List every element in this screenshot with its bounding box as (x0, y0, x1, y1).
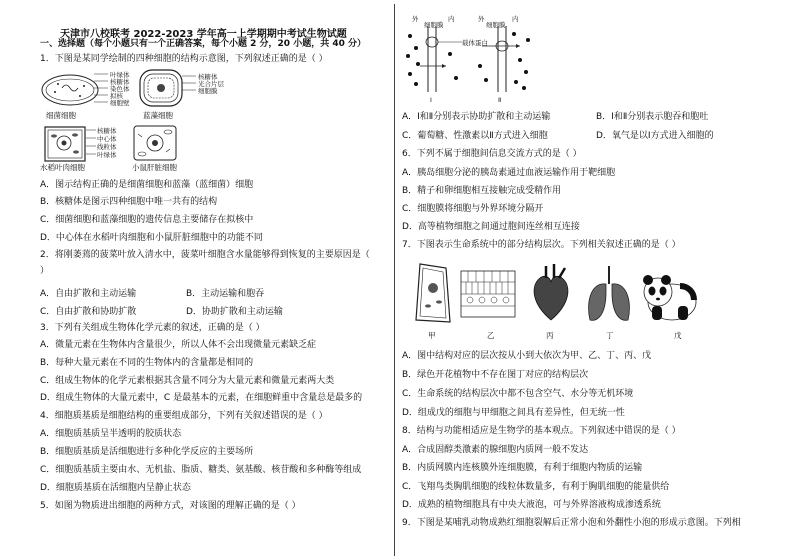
cyanobacteria-cell-drawing (138, 68, 184, 108)
label-outside: 外 (412, 15, 419, 23)
caption-jia: 甲 (428, 331, 436, 340)
question-7: 7．下图表示生命系统中的部分结构层次。下列相关叙述正确的是（ ） (402, 240, 681, 250)
label-inside-2: 内 (512, 15, 519, 23)
label-leaders-right (182, 74, 198, 94)
label-leaders-left (94, 72, 110, 106)
caption-bacteria: 细菌细胞 (46, 111, 76, 120)
q5-option-a: A．Ⅰ和Ⅱ分别表示协助扩散和主动运输 (402, 112, 551, 122)
label-centrosome: 中心体 (97, 135, 117, 143)
q3-option-b: B．每种大量元素在不同的生物体内的含量都是相同的 (40, 358, 254, 368)
q4-option-b: B．细胞质基质是活细胞进行多种化学反应的主要场所 (40, 447, 254, 457)
label-ribosome-3: 核糖体 (97, 127, 117, 135)
q2-option-c: C．自由扩散和协助扩散 (40, 307, 137, 317)
q7-option-c: C．生命系统的结构层次中都不包含空气、水分等无机环境 (402, 389, 634, 399)
label-mode-1: Ⅰ (430, 96, 432, 104)
q6-option-b: B．精子和卵细胞相互接触完成受精作用 (402, 186, 562, 196)
label-chloroplast: 叶绿体 (110, 71, 130, 79)
section-header: 一、选择题（每个小题只有一个正确答案，每个小题 2 分，20 小题，共 40 分） (40, 39, 366, 49)
panda-organism-drawing (640, 272, 698, 322)
bacteria-cell-drawing (40, 70, 100, 108)
mouse-liver-cell-drawing (132, 124, 178, 162)
label-ribosome: 核糖体 (110, 78, 130, 86)
q7-option-b: B．绿色开花植物中不存在图丁对应的结构层次 (402, 370, 589, 380)
q1-option-a: A．图示结构正确的是细菌细胞和蓝藻（蓝细菌）细胞 (40, 180, 254, 190)
question-2-close: ） (40, 266, 50, 276)
q8-option-c: C．飞翔鸟类胸肌细胞的线粒体数量多，有利于胸肌细胞的能量供给 (402, 482, 670, 492)
label-cell-membrane: 细胞膜 (198, 87, 218, 95)
label-mitochondria: 线粒体 (97, 143, 117, 151)
label-cell-wall: 细胞壁 (110, 99, 130, 107)
caption-wu: 戊 (674, 331, 682, 340)
q3-option-c: C．组成生物体的化学元素根据其含量不同分为大量元素和微量元素两大类 (40, 376, 335, 386)
question-5: 5．如图为物质进出细胞的两种方式，对该图的理解正确的是（ ） (40, 501, 301, 511)
q7-option-a: A．图中结构对应的层次按从小到大依次为甲、乙、丁、丙、戊 (402, 351, 652, 361)
q1-option-c: C．细菌细胞和蓝藻细胞的遗传信息主要储存在拟核中 (40, 215, 254, 225)
label-chloroplast-2: 叶绿体 (97, 151, 117, 159)
q8-option-a: A．合成固醇类激素的腺细胞内质网一般不发达 (402, 445, 589, 455)
label-outside-2: 外 (478, 15, 485, 23)
exam-title: 天津市八校联考 2022-2023 学年高一上学期期中考试生物试题 (60, 29, 347, 40)
transport-diagram-2 (468, 26, 538, 92)
question-3: 3．下列有关组成生物体化学元素的叙述，正确的是（ ） (40, 323, 265, 333)
q8-option-b: B．内质网膜内连核膜外连细胞膜，有利于细胞内物质的运输 (402, 463, 643, 473)
label-membrane-2: 细胞膜 (486, 21, 506, 29)
lungs-system-drawing (582, 264, 636, 324)
q4-option-d: D．细胞质基质在活细胞内呈静止状态 (40, 483, 191, 493)
q7-option-d: D．组成戊的细胞与甲细胞之间具有差异性，但无统一性 (402, 408, 625, 418)
q8-option-d: D．成熟的植物细胞具有中央大液泡，可与外界溶液构成渗透系统 (402, 500, 661, 510)
plant-cell-drawing (412, 262, 452, 326)
q5-option-c: C．葡萄糖、性激素以Ⅱ方式进入细胞 (402, 131, 548, 141)
label-nucleoid: 拟核 (110, 92, 123, 100)
label-ribosome-2: 核糖体 (198, 73, 218, 81)
q3-option-a: A．微量元素在生物体内含量很少，所以人体不会出现微量元素缺乏症 (40, 340, 317, 350)
caption-bing: 丙 (546, 331, 554, 340)
question-1: 1．下图是某同学绘制的四种细胞的结构示意图，下列叙述正确的是（ ） (40, 54, 328, 64)
question-6: 6．下列不属于细胞间信息交流方式的是（ ） (402, 149, 582, 159)
q4-option-c: C．细胞质基质主要由水、无机盐、脂质、糖类、氨基酸、核苷酸和多种酶等组成 (40, 465, 362, 475)
label-mode-2: Ⅱ (498, 96, 502, 104)
caption-liver-cell: 小鼠肝脏细胞 (132, 163, 177, 172)
q1-option-b: B．核糖体是图示四种细胞中唯一共有的结构 (40, 197, 218, 207)
q4-option-a: A．细胞质基质呈半透明的胶质状态 (40, 429, 182, 439)
label-thylakoid: 光合片层 (198, 80, 224, 88)
q5-option-b: B．Ⅰ和Ⅱ分别表示胞吞和胞吐 (596, 112, 709, 122)
column-divider (394, 4, 395, 556)
q2-option-d: D．协助扩散和主动运输 (186, 307, 283, 317)
label-carrier: 载体蛋白 (462, 39, 488, 47)
heart-organ-drawing (526, 264, 576, 324)
rice-leaf-cell-drawing (44, 126, 86, 162)
question-8: 8．结构与功能相适应是生物学的基本观点。下列叙述中错误的是（ ） (402, 426, 681, 436)
q2-option-a: A．自由扩散和主动运输 (40, 289, 137, 299)
q2-option-b: B．主动运输和胞吞 (186, 289, 265, 299)
caption-ding: 丁 (606, 331, 614, 340)
caption-cyanobacteria: 蓝藻细胞 (143, 111, 173, 120)
q3-option-d: D．组成生物体的大量元素中，C 是最基本的元素，在细胞鲜重中含量总是最多的 (40, 393, 363, 403)
q6-option-a: A．胰岛细胞分泌的胰岛素通过血液运输作用于靶细胞 (402, 168, 616, 178)
leaf-tissue-drawing (460, 270, 516, 318)
q1-option-d: D．中心体在水稻叶肉细胞和小鼠肝脏细胞中的功能不同 (40, 233, 263, 243)
q5-option-d: D．氧气是以Ⅰ方式进入细胞的 (596, 131, 714, 141)
caption-rice-cell: 水稻叶肉细胞 (40, 163, 85, 172)
q6-option-c: C．细胞膜将细胞与外界环境分隔开 (402, 204, 544, 214)
question-2: 2．将刚萎蔫的菠菜叶放入清水中，菠菜叶细胞含水量能够得到恢复的主要原因是（ (40, 250, 370, 260)
question-4: 4．细胞质基质是细胞结构的重要组成部分，下列有关叙述错误的是（ ） (40, 411, 328, 421)
label-chromosome: 染色体 (110, 85, 130, 93)
q6-option-d: D．高等植物细胞之间通过胞间连丝相互连接 (402, 222, 580, 232)
question-9: 9．下图是某哺乳动物成熟红细胞裂解后正常小泡和外翻性小泡的形成示意图。下列相 (402, 518, 741, 528)
caption-yi: 乙 (487, 331, 495, 340)
label-inside: 内 (448, 15, 455, 23)
label-membrane-1: 细胞膜 (424, 21, 444, 29)
